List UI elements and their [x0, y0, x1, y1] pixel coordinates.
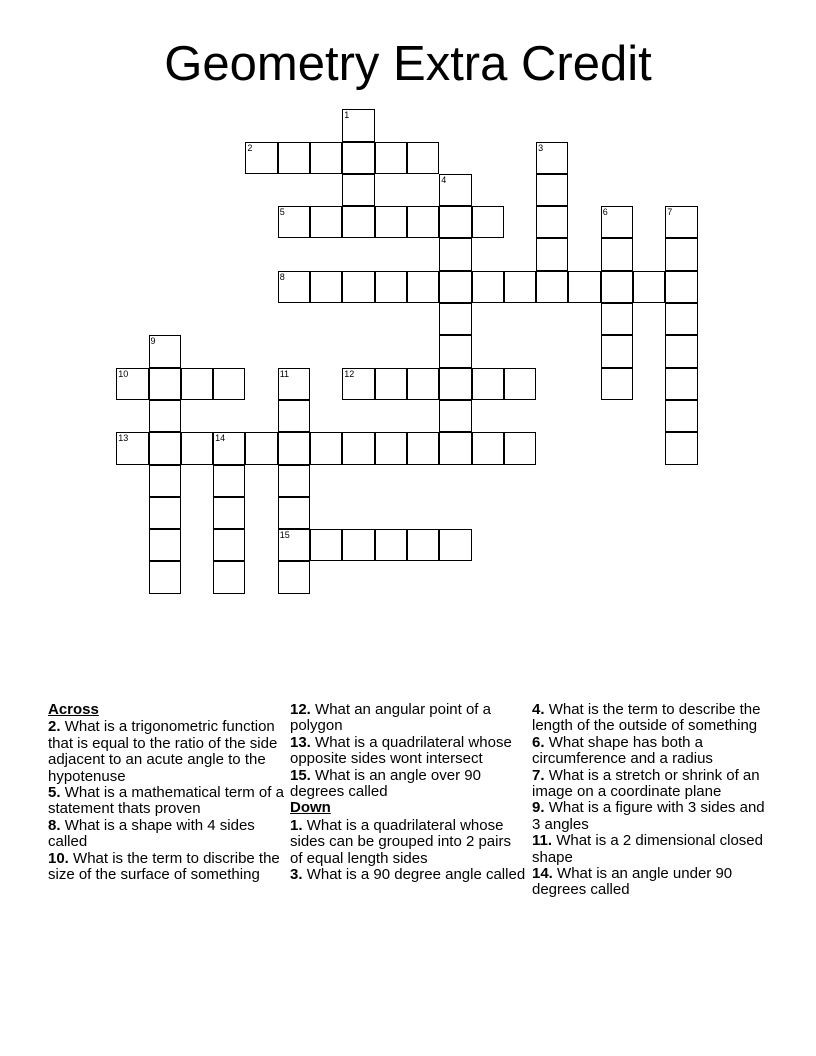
- crossword-cell[interactable]: [213, 368, 245, 400]
- crossword-cell[interactable]: [407, 432, 439, 464]
- crossword-cell[interactable]: [472, 271, 504, 303]
- crossword-cell[interactable]: [310, 271, 342, 303]
- crossword-cell[interactable]: [375, 432, 407, 464]
- clue-across-10: [48, 851, 284, 884]
- clue-number: 8.: [48, 816, 61, 834]
- crossword-cell[interactable]: [665, 335, 697, 367]
- crossword-cell[interactable]: [439, 271, 471, 303]
- crossword-cell[interactable]: [633, 271, 665, 303]
- crossword-cell[interactable]: [245, 142, 277, 174]
- clue-text: What is a quadrilateral whose sides can be grouped into 2 pairs of equal length sides: [290, 816, 511, 867]
- crossword-cell[interactable]: [439, 206, 471, 238]
- crossword-cell[interactable]: [278, 206, 310, 238]
- clue-down-3: [290, 867, 526, 883]
- crossword-cell[interactable]: [149, 368, 181, 400]
- crossword-cell[interactable]: [278, 368, 310, 400]
- crossword-cell[interactable]: [213, 432, 245, 464]
- clue-across-2: [48, 719, 284, 785]
- crossword-cell[interactable]: [407, 142, 439, 174]
- crossword-cell[interactable]: [439, 432, 471, 464]
- crossword-cell[interactable]: [665, 303, 697, 335]
- crossword-cell[interactable]: [342, 432, 374, 464]
- crossword-cell[interactable]: [310, 432, 342, 464]
- crossword-cell[interactable]: [213, 465, 245, 497]
- cell-number: 3: [538, 142, 544, 153]
- clue-text: What is a trigonometric function that is equal to the ratio of the side adjacent to an acute angle to the hypotenuse: [48, 718, 278, 785]
- crossword-cell[interactable]: [439, 400, 471, 432]
- clue-down-6: [532, 735, 768, 768]
- clue-down-9: [532, 800, 768, 833]
- clue-number: 5.: [48, 784, 61, 802]
- clue-across-12: [290, 702, 526, 735]
- crossword-cell[interactable]: [536, 206, 568, 238]
- crossword-cell[interactable]: [472, 206, 504, 238]
- crossword-cell[interactable]: [245, 432, 277, 464]
- crossword-cell[interactable]: [310, 142, 342, 174]
- clue-number: 15.: [290, 766, 311, 784]
- crossword-cell[interactable]: [149, 497, 181, 529]
- cell-number: 5: [279, 207, 285, 218]
- crossword-cell[interactable]: [213, 497, 245, 529]
- crossword-cell[interactable]: [407, 206, 439, 238]
- crossword-cell[interactable]: [278, 497, 310, 529]
- crossword-cell[interactable]: [149, 400, 181, 432]
- crossword-cell[interactable]: [278, 465, 310, 497]
- crossword-cell[interactable]: [407, 368, 439, 400]
- clues-column-2: [290, 702, 526, 883]
- cell-number: 11: [279, 368, 290, 379]
- crossword-cell[interactable]: [375, 271, 407, 303]
- crossword-cell[interactable]: [342, 529, 374, 561]
- clue-text: What is a mathematical term of a statement thats proven: [48, 784, 284, 818]
- clue-down-14: [532, 866, 768, 899]
- clue-number: 1.: [290, 816, 303, 834]
- clue-down-11: [532, 833, 768, 866]
- crossword-cell[interactable]: [375, 206, 407, 238]
- crossword-cell[interactable]: [342, 206, 374, 238]
- clue-across-13: [290, 735, 526, 768]
- crossword-cell[interactable]: [342, 109, 374, 141]
- crossword-cell[interactable]: [536, 142, 568, 174]
- crossword-cell[interactable]: [278, 432, 310, 464]
- clue-across-8: [48, 818, 284, 851]
- down-heading: Down: [290, 799, 331, 817]
- clue-number: 14.: [532, 865, 553, 883]
- cell-number: 2: [247, 142, 253, 153]
- crossword-cell[interactable]: [342, 271, 374, 303]
- crossword-cell[interactable]: [439, 529, 471, 561]
- crossword-cell[interactable]: [472, 368, 504, 400]
- crossword-cell[interactable]: [213, 561, 245, 593]
- cell-number: 8: [279, 271, 285, 282]
- clue-text: What is a stretch or shrink of an image on a coordinate plane: [532, 766, 760, 801]
- crossword-cell[interactable]: [149, 432, 181, 464]
- crossword-cell[interactable]: [342, 142, 374, 174]
- cell-number: 4: [441, 174, 447, 185]
- crossword-cell[interactable]: [504, 368, 536, 400]
- cell-number: 13: [118, 433, 129, 444]
- crossword-cell[interactable]: [181, 368, 213, 400]
- crossword-cell[interactable]: [439, 238, 471, 270]
- crossword-cell[interactable]: [665, 238, 697, 270]
- crossword-cell[interactable]: [375, 142, 407, 174]
- crossword-cell[interactable]: [181, 432, 213, 464]
- crossword-cell[interactable]: [504, 271, 536, 303]
- crossword-cell[interactable]: [116, 368, 148, 400]
- clue-text: What an angular point of a polygon: [290, 701, 491, 735]
- crossword-cell[interactable]: [310, 206, 342, 238]
- crossword-cell[interactable]: [601, 335, 633, 367]
- crossword-cell[interactable]: [342, 174, 374, 206]
- cell-number: 14: [215, 433, 226, 444]
- clue-number: 6.: [532, 733, 545, 751]
- crossword-cell[interactable]: [310, 529, 342, 561]
- crossword-cell[interactable]: [278, 561, 310, 593]
- crossword-cell[interactable]: [472, 432, 504, 464]
- cell-number: 12: [344, 368, 355, 379]
- clue-text: What is an angle under 90 degrees called: [532, 865, 733, 899]
- cell-number: 6: [602, 207, 608, 218]
- crossword-cell[interactable]: [149, 561, 181, 593]
- crossword-cell[interactable]: [601, 368, 633, 400]
- cell-number: 15: [279, 530, 290, 541]
- crossword-cell[interactable]: [278, 400, 310, 432]
- clue-across-5: [48, 785, 284, 818]
- crossword-cell[interactable]: [536, 174, 568, 206]
- crossword-cell[interactable]: [407, 529, 439, 561]
- crossword-cell[interactable]: [439, 368, 471, 400]
- crossword-cell[interactable]: [601, 271, 633, 303]
- cell-number: 1: [344, 110, 350, 121]
- clue-text: What is a quadrilateral whose opposite sides wont intersect: [290, 733, 512, 768]
- crossword-cell[interactable]: [213, 529, 245, 561]
- cell-number: 9: [150, 336, 156, 347]
- clue-number: 11.: [532, 832, 553, 850]
- clue-text: What is the term to describe the length of the outside of something: [532, 701, 761, 735]
- page-title: Geometry Extra Credit: [164, 37, 652, 91]
- clue-number: 10.: [48, 849, 69, 867]
- clues-column-1: [48, 702, 284, 883]
- crossword-cell[interactable]: [439, 303, 471, 335]
- crossword-cell[interactable]: [149, 529, 181, 561]
- crossword-cell[interactable]: [665, 271, 697, 303]
- crossword-cell[interactable]: [149, 335, 181, 367]
- clue-text: What is the term to discribe the size of the surface of something: [48, 849, 280, 884]
- crossword-cell[interactable]: [375, 529, 407, 561]
- crossword-cell[interactable]: [407, 271, 439, 303]
- clue-number: 3.: [290, 866, 303, 884]
- crossword-cell[interactable]: [278, 271, 310, 303]
- crossword-cell[interactable]: [504, 432, 536, 464]
- crossword-cell[interactable]: [601, 303, 633, 335]
- clue-number: 4.: [532, 701, 545, 718]
- clue-text: What is an angle over 90 degrees called: [290, 766, 481, 801]
- crossword-cell[interactable]: [342, 368, 374, 400]
- crossword-cell[interactable]: [278, 142, 310, 174]
- crossword-cell[interactable]: [439, 174, 471, 206]
- clue-number: 2.: [48, 718, 61, 736]
- clues-column-3: [532, 702, 768, 899]
- crossword-cell[interactable]: [665, 432, 697, 464]
- crossword-cell[interactable]: [116, 432, 148, 464]
- crossword-cell[interactable]: [601, 206, 633, 238]
- clue-text: What shape has both a circumference and a radius: [532, 733, 713, 768]
- cell-number: 10: [118, 368, 129, 379]
- clue-text: What is a 90 degree angle called: [306, 866, 526, 884]
- crossword-cell[interactable]: [568, 271, 600, 303]
- crossword-cell[interactable]: [278, 529, 310, 561]
- crossword-cell[interactable]: [665, 206, 697, 238]
- clue-down-4: [532, 702, 768, 735]
- crossword-cell[interactable]: [536, 238, 568, 270]
- crossword-cell[interactable]: [149, 465, 181, 497]
- crossword-cell[interactable]: [601, 238, 633, 270]
- clue-across-15: [290, 768, 526, 801]
- cell-number: 7: [667, 207, 673, 218]
- crossword-cell[interactable]: [536, 271, 568, 303]
- crossword-cell[interactable]: [665, 368, 697, 400]
- clue-number: 12.: [290, 701, 311, 718]
- clue-number: 7.: [532, 766, 545, 784]
- clue-text: What is a figure with 3 sides and 3 angles: [532, 799, 765, 833]
- crossword-cell[interactable]: [375, 368, 407, 400]
- clue-text: What is a shape with 4 sides called: [48, 816, 255, 851]
- clue-down-1: [290, 818, 526, 867]
- clue-text: What is a 2 dimensional closed shape: [532, 832, 763, 866]
- crossword-cell[interactable]: [439, 335, 471, 367]
- clue-number: 9.: [532, 799, 545, 817]
- clue-number: 13.: [290, 733, 311, 751]
- crossword-cell[interactable]: [665, 400, 697, 432]
- across-heading: Across: [48, 701, 99, 718]
- clue-down-7: [532, 768, 768, 801]
